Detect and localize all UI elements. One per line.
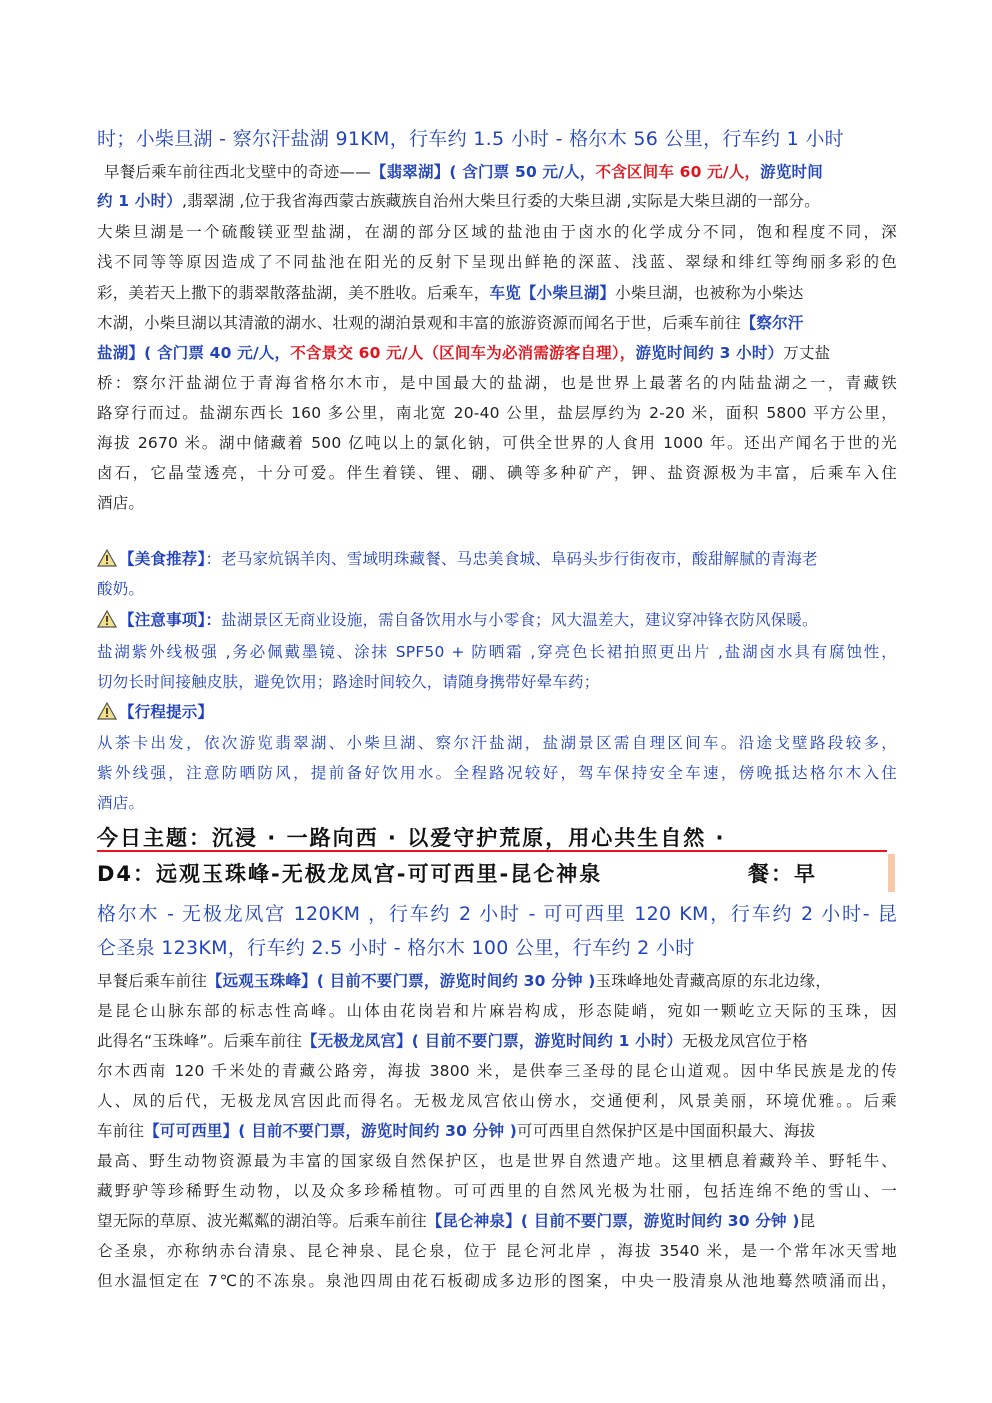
xiaochaidan-lake-title: 车览【小柴旦湖】 (489, 284, 616, 302)
day4-meal: 餐：早 (748, 862, 817, 886)
day4-paragraph-line: 尔木西南 120 千米处的青藏公路旁，海拔 3800 米，是供奉三圣母的昆仑山道观。因中华民族是龙的传 (97, 1062, 897, 1080)
day3-paragraph-line: 大柴旦湖是一个硫酸镁亚型盐湖，在湖的部分区域的盐池由于卤水的化学成分不同，饱和程度不同，深 (97, 223, 897, 241)
accent-bar (888, 854, 895, 892)
notice-section: 【注意事项】：盐湖景区无商业设施，需自备饮用水与小零食；风大温差大，建议穿冲锋衣防风保暖。 (97, 608, 897, 630)
route-tips-line: 紫外线强，注意防晒防风，提前备好饮用水。全程路况较好，驾车保持安全车速，傍晚抵达格尔木入住 (97, 764, 897, 782)
day4-route-line: 仑圣泉 123KM，行车约 2.5 小时 - 格尔木 100 公里，行车约 2 小时 (97, 937, 695, 959)
day4-paragraph-line: 是昆仑山脉东部的标志性高峰。山体由花岗岩和片麻岩构成，形态陡峭，宛如一颗屹立天际的玉珠，因 (97, 1002, 897, 1020)
day4-paragraph-line: 最高、野生动物资源最为丰富的国家级自然保护区，也是世界自然遗产地。这里栖息着藏羚羊、野牦牛、 (97, 1152, 897, 1170)
day4-paragraph-line: 车前往【可可西里】( 目前不要门票，游览时间约 30 分钟 )可可西里自然保护区是中国面积最大、海拔 (97, 1122, 816, 1140)
day4-theme: 今日主题：沉浸 · 一路向西 · 以爱守护荒原，用心共生自然 · (97, 826, 726, 850)
warning-triangle-icon (97, 702, 117, 720)
route-tips-line: 酒店。 (97, 794, 145, 812)
day3-paragraph-line: 酒店。 (97, 494, 145, 512)
route-tips-section: 【行程提示】 (97, 700, 897, 722)
excluded-fee: 不含区间车 60 元/人， (595, 163, 761, 181)
day4-route-line: 格尔木 - 无极龙凤宫 120KM ，行车约 2 小时 - 可可西里 120 KM，行车约 2 小时- 昆 (97, 903, 897, 925)
notice-line: 切勿长时间接触皮肤，避免饮用；路途时间较久，请随身携带好晕车药； (97, 673, 600, 691)
warning-triangle-icon (97, 549, 117, 567)
day4-paragraph-line: 早餐后乘车前往【远观玉珠峰】( 目前不要门票，游览时间约 30 分钟 )玉珠峰地处青藏高原的东北边缘， (97, 972, 832, 990)
warning-triangle-icon (97, 610, 117, 628)
yuzhu-peak-title: 【远观玉珠峰】( 目前不要门票，游览时间约 30 分钟 ) (206, 972, 596, 990)
day3-route-line: 时；小柴旦湖 - 察尔汗盐湖 91KM，行车约 1.5 小时 - 格尔木 56 公里，行车约 1 小时 (97, 128, 844, 150)
notice-line: 盐湖紫外线极强 ,务必佩戴墨镜、涂抹 SPF50 + 防晒霜 ,穿亮色长裙拍照更出片 ,盐湖卤水具有腐蚀性， (97, 643, 897, 661)
day4-paragraph-line: 但水温恒定在 7℃的不冻泉。泉池四周由花石板砌成多边形的图案，中央一股清泉从池地蓦然喷涌而出， (97, 1272, 897, 1290)
day3-paragraph-line: 木湖，小柴旦湖以其清澈的湖水、壮观的湖泊景观和丰富的旅游资源而闻名于世，后乘车前往【察尔汗 (97, 314, 804, 332)
day3-paragraph-line: 早餐后乘车前往西北戈壁中的奇迹——【翡翠湖】( 含门票 50 元/人，不含区间车 60 元/人，游览时间 (104, 163, 823, 181)
longfeng-palace-title: 【无极龙凤宫】( 目前不要门票，游览时间约 1 小时） (301, 1032, 683, 1050)
day3-paragraph-line: 约 1 小时）,翡翠湖 ,位于我省海西蒙古族藏族自治州大柴旦行委的大柴旦湖 ,实际是大柴旦湖的一部分。 (97, 192, 820, 210)
day4-paragraph-line: 人、凤的后代，无极龙凤宫因此而得名。无极龙凤宫依山傍水，交通便利，风景美丽，环境优雅。。后乘 (97, 1092, 897, 1110)
day4-paragraph-line: 藏野驴等珍稀野生动物，以及众多珍稀植物。可可西里的自然风光极为壮丽，包括连绵不绝的雪山、一 (97, 1182, 897, 1200)
hoh-xil-title: 【可可西里】( 目前不要门票，游览时间约 30 分钟 ) (144, 1122, 518, 1140)
food-recommendation: 【美食推荐】：老马家炕锅羊肉、雪域明珠藏餐、马忠美食城、阜码头步行街夜市，酸甜解腻的青海老 (97, 547, 897, 569)
day4-paragraph-line: 此得名“玉珠峰”。后乘车前往【无极龙凤宫】( 目前不要门票，游览时间约 1 小时）无极龙凤宫位于格 (97, 1032, 808, 1050)
qarhan-lake-title: 【察尔汗 (740, 314, 804, 332)
day3-paragraph-line: 海拔 2670 米。湖中储藏着 500 亿吨以上的氯化钠，可供全世界的人食用 1000 年。还出产闻名于世的光 (97, 434, 897, 452)
day3-paragraph-line: 浅不同等等原因造成了不同盐池在阳光的反射下呈现出鲜艳的深蓝、浅蓝、翠绿和绯红等绚丽多彩的色 (97, 253, 897, 271)
day3-paragraph-line: 卤石，它晶莹透亮，十分可爱。伴生着镁、锂、硼、碘等多种矿产，钾、盐资源极为丰富，后乘车入住 (97, 464, 897, 482)
jade-lake-title: 【翡翠湖】( 含门票 50 元/人， (370, 163, 596, 181)
day3-paragraph-line: 路穿行而过。盐湖东西长 160 多公里，南北宽 20-40 公里，盐层厚约为 2-20 米，面积 5800 平方公里， (97, 404, 897, 422)
day3-paragraph-line: 桥：察尔汗盐湖位于青海省格尔木市，是中国最大的盐湖，也是世界上最著名的内陆盐湖之一，青藏铁 (97, 374, 897, 392)
section-divider (97, 850, 887, 852)
day3-paragraph-line: 盐湖】( 含门票 40 元/人，不含景交 60 元/人（区间车为必消需游客自理），游览时间约 3 小时）万丈盐 (97, 344, 831, 362)
route-tips-line: 从茶卡出发，依次游览翡翠湖、小柴旦湖、察尔汗盐湖，盐湖景区需自理区间车。沿途戈壁路段较多， (97, 734, 897, 752)
food-recommendation-line: 酸奶。 (97, 580, 145, 598)
kunlun-spring-title: 【昆仑神泉】( 目前不要门票，游览时间约 30 分钟 ) (426, 1212, 800, 1230)
day3-paragraph-line: 彩，美若天上撒下的翡翠散落盐湖，美不胜收。后乘车，车览【小柴旦湖】小柴旦湖，也被称为小柴达 (97, 284, 804, 302)
excluded-fee: 不含景交 60 元/人（区间车为必消需游客自理）， (290, 344, 636, 362)
day4-title: D4：远观玉珠峰-无极龙凤宫-可可西里-昆仑神泉 (97, 862, 603, 886)
day4-paragraph-line: 望无际的草原、波光粼粼的湖泊等。后乘车前往【昆仑神泉】( 目前不要门票，游览时间约 30 分钟 )昆 (97, 1212, 816, 1230)
day4-paragraph-line: 仑圣泉，亦称纳赤台清泉、昆仑神泉、昆仑泉，位于 昆仑河北岸 ，海拔 3540 米，是一个常年冰天雪地 (97, 1242, 897, 1260)
